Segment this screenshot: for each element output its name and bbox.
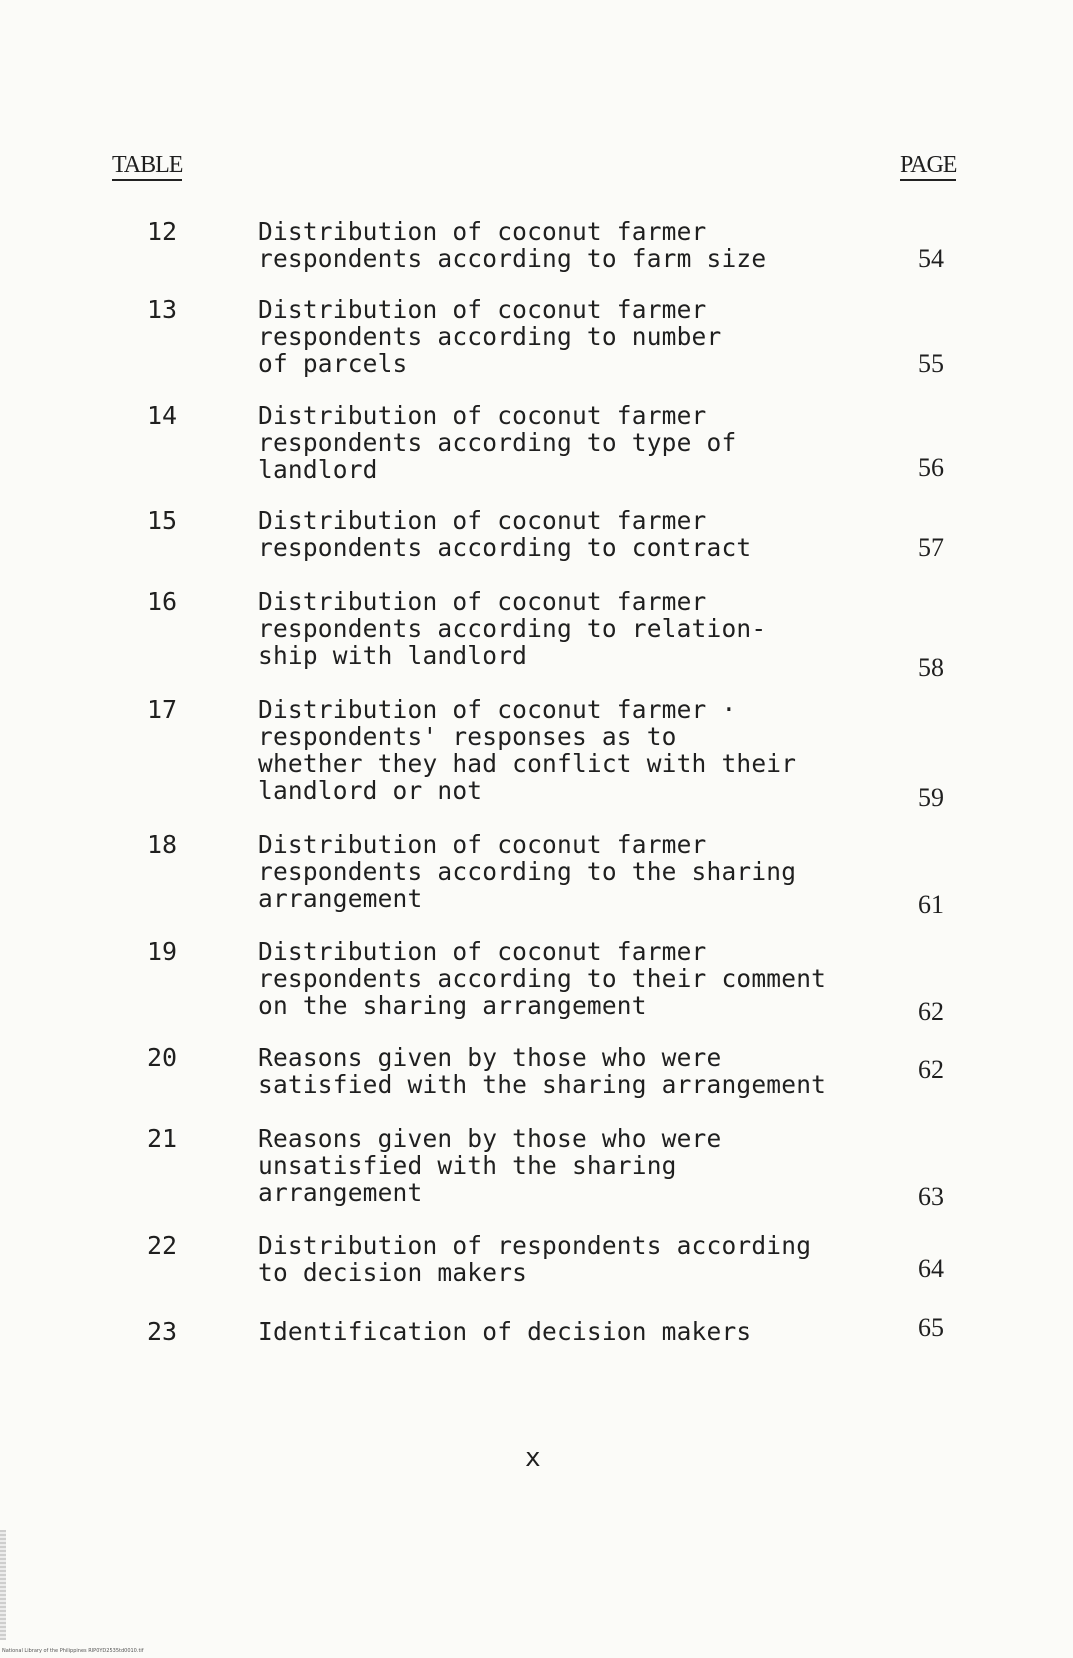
table-title: Distribution of coconut farmer respondents according to the sharing arrangement: [258, 830, 797, 913]
table-title: Distribution of coconut farmer respondents according to farm size: [258, 217, 767, 273]
page-ref: 63: [918, 1182, 944, 1211]
table-number: 23: [147, 1317, 178, 1346]
table-number: 12: [147, 217, 178, 246]
table-number: 22: [147, 1231, 178, 1260]
table-number: 19: [147, 937, 178, 966]
table-title: Distribution of coconut farmer · respondents' responses as to whether they had conflict with their landlord or not: [258, 695, 797, 805]
table-number: 18: [147, 830, 178, 859]
page-ref: 55: [918, 349, 944, 378]
scan-footer: National Library of the Philippines RIP0YD2535td0010.tif: [2, 1648, 144, 1654]
page-ref: 61: [918, 890, 944, 919]
table-number: 14: [147, 401, 178, 430]
page-ref: 65: [918, 1313, 944, 1342]
table-title: Distribution of coconut farmer respondents according to type of landlord: [258, 401, 737, 484]
page-number: x: [525, 1443, 541, 1473]
table-title: Identification of decision makers: [258, 1317, 752, 1346]
table-title: Distribution of coconut farmer respondents according to their comment on the sharing arrangement: [258, 937, 827, 1020]
table-number: 13: [147, 295, 178, 324]
table-number: 16: [147, 587, 178, 616]
scan-edge-artifact: [0, 1530, 6, 1640]
table-title: Distribution of coconut farmer respondents according to contract: [258, 506, 752, 562]
table-title: Reasons given by those who were unsatisfied with the sharing arrangement: [258, 1124, 722, 1207]
page-ref: 59: [918, 783, 944, 812]
table-number: 17: [147, 695, 178, 724]
table-title: Distribution of coconut farmer respondents according to number of parcels: [258, 295, 722, 378]
page-ref: 58: [918, 653, 944, 682]
table-column-header: TABLE: [112, 152, 182, 181]
page-ref: 64: [918, 1254, 944, 1283]
table-number: 20: [147, 1043, 178, 1072]
page-ref: 57: [918, 533, 944, 562]
page-ref: 62: [918, 1055, 944, 1084]
page-column-header: PAGE: [900, 152, 956, 181]
table-title: Distribution of coconut farmer respondents according to relation- ship with landlord: [258, 587, 767, 670]
table-title: Distribution of respondents according to decision makers: [258, 1231, 812, 1287]
page-ref: 56: [918, 453, 944, 482]
page-ref: 62: [918, 997, 944, 1026]
table-number: 21: [147, 1124, 178, 1153]
table-number: 15: [147, 506, 178, 535]
page-ref: 54: [918, 244, 944, 273]
table-title: Reasons given by those who were satisfied with the sharing arrangement: [258, 1043, 827, 1099]
